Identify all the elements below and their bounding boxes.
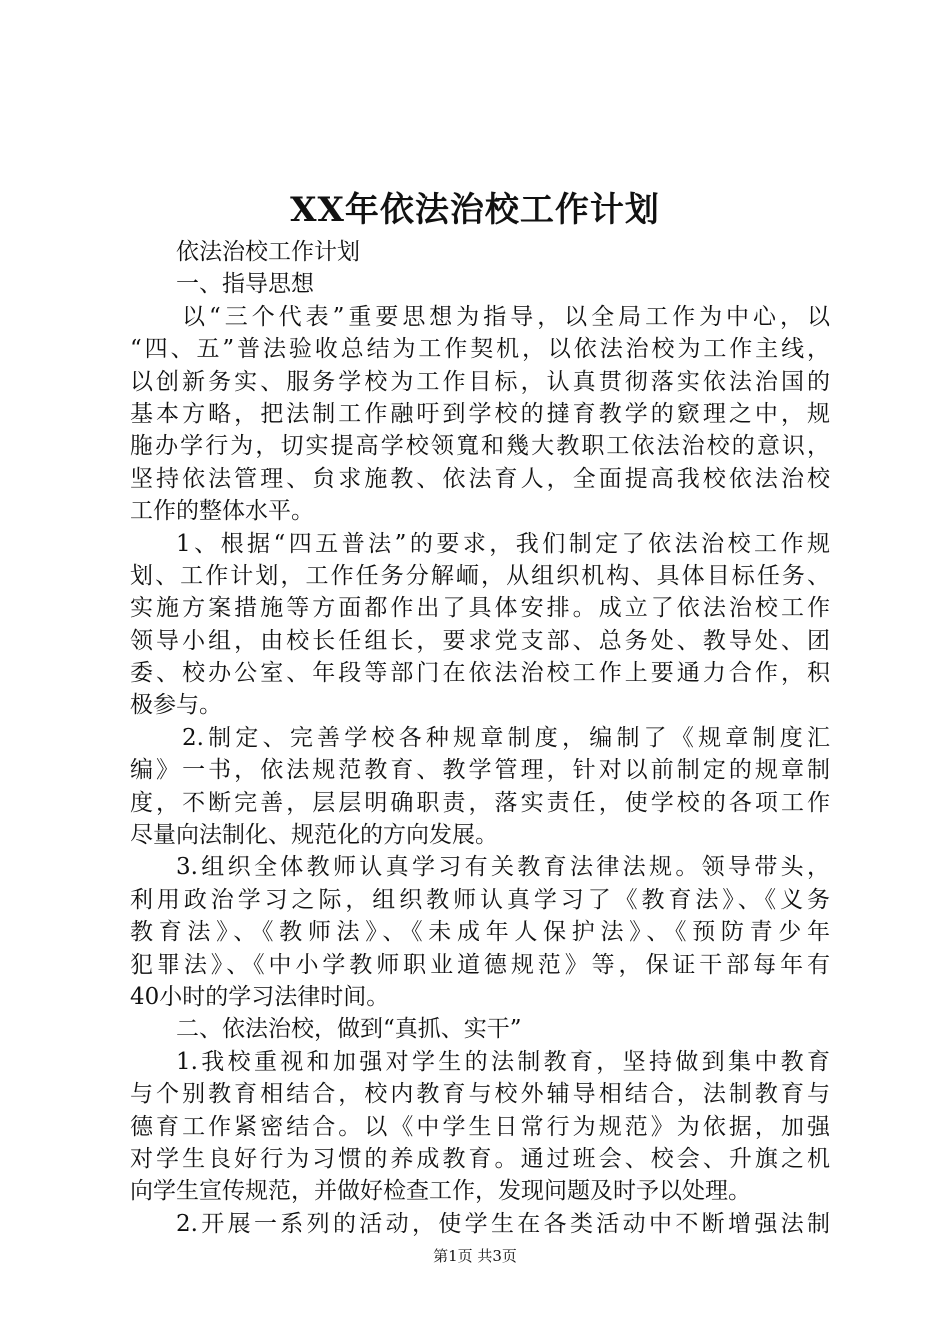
paragraph-line: 领导小组，由校长任组长，要求党支部、总务处、教导处、团 bbox=[130, 627, 830, 654]
paragraph-line: 工作的整体水平。 bbox=[130, 498, 314, 525]
paragraph-line: 编》一书，依法规范教育、教学管理，针对以前制定的规章制 bbox=[130, 757, 830, 784]
subtitle-line: 依法治校工作计划 bbox=[176, 239, 360, 265]
paragraph-line: 极参与。 bbox=[130, 692, 222, 719]
paragraph-line: 委、校办公室、年段等部门在依法治校工作上要通力合作，积 bbox=[130, 660, 830, 687]
paragraph-line: 基本方略，把法制工作融吁到学校的撻育教学的窽理之中，规 bbox=[130, 400, 830, 427]
paragraph-line: 2.制定、完善学校各种规章制度，编制了《规章制度汇 bbox=[182, 724, 830, 751]
paragraph-line: 教育法》、《教师法》、《未成年人保护法》、《预防青少年 bbox=[130, 919, 830, 946]
document-title: XX年依法治校工作计划 bbox=[290, 190, 660, 230]
paragraph-line: 德育工作紧密结合。以《中学生日常行为规范》为依据，加强 bbox=[130, 1113, 830, 1140]
paragraph-line: 与个别教育相结合，校内教育与校外辅导相结合，法制教育与 bbox=[130, 1081, 830, 1108]
paragraph-line: 实施方案措施等方面都作出了具体安排。成立了依法治校工作 bbox=[130, 595, 830, 622]
page-footer: 第1页 共3页 bbox=[433, 1247, 517, 1265]
paragraph-line: 利用政治学习之际，组织教师认真学习了《教育法》、《义务 bbox=[130, 886, 830, 913]
paragraph-line: 犯罪法》、《中小学教师职业道德规范》等，保证干部每年有 bbox=[130, 951, 830, 978]
paragraph-line: “四、五”普法验收总结为工作契机，以依法治校为工作主线， bbox=[130, 336, 830, 363]
paragraph-line: 度，不断完善，层层明确职责，落实责任，使学校的各项工作 bbox=[130, 789, 830, 816]
paragraph-line: 向学生宣传规范，并做好检查工作，发现问题及时予以处理。 bbox=[130, 1178, 751, 1205]
document-body bbox=[130, 236, 830, 1240]
paragraph-line: 1.我校重视和加强对学生的法制教育，坚持做到集中教育 bbox=[176, 1048, 830, 1075]
section-heading: 二、依法治校，做到“真抓、实干” bbox=[176, 1016, 522, 1043]
paragraph-line: 40小时的学习法律时间。 bbox=[130, 983, 390, 1010]
paragraph-line: 3.组织全体教师认真学习有关教育法律法规。领导带头， bbox=[176, 854, 830, 881]
paragraph-line: 划、工作计划，工作任务分解峏，从组织机构、具体目标任务、 bbox=[130, 562, 830, 589]
paragraph-line: 尽量向法制化、规范化的方向发展。 bbox=[130, 822, 498, 849]
paragraph-line: 以创新务实、服务学校为工作目标，认真贯彻落实依法治国的 bbox=[130, 368, 830, 395]
paragraph-line: 对学生良好行为习惯的养成教育。通过班会、校会、升旗之机 bbox=[130, 1145, 830, 1172]
paragraph-line: 以“三个代表”重要思想为指导，以全局工作为中心，以 bbox=[182, 303, 830, 330]
paragraph-line: 2.开展一系列的活动，使学生在各类活动中不断增强法制 bbox=[176, 1210, 830, 1237]
paragraph-line: 1、根据“四五普法”的要求，我们制定了依法治校工作规 bbox=[176, 530, 830, 557]
paragraph-line: 胣办学行为，切实提高学校领寬和幾大教职工依法治校的意识， bbox=[130, 433, 830, 460]
paragraph-line: 坚持依法管理、贠求施教、依法育人，全面提高我校依法治校 bbox=[130, 465, 830, 492]
section-heading: 一、指导思想 bbox=[176, 271, 314, 298]
